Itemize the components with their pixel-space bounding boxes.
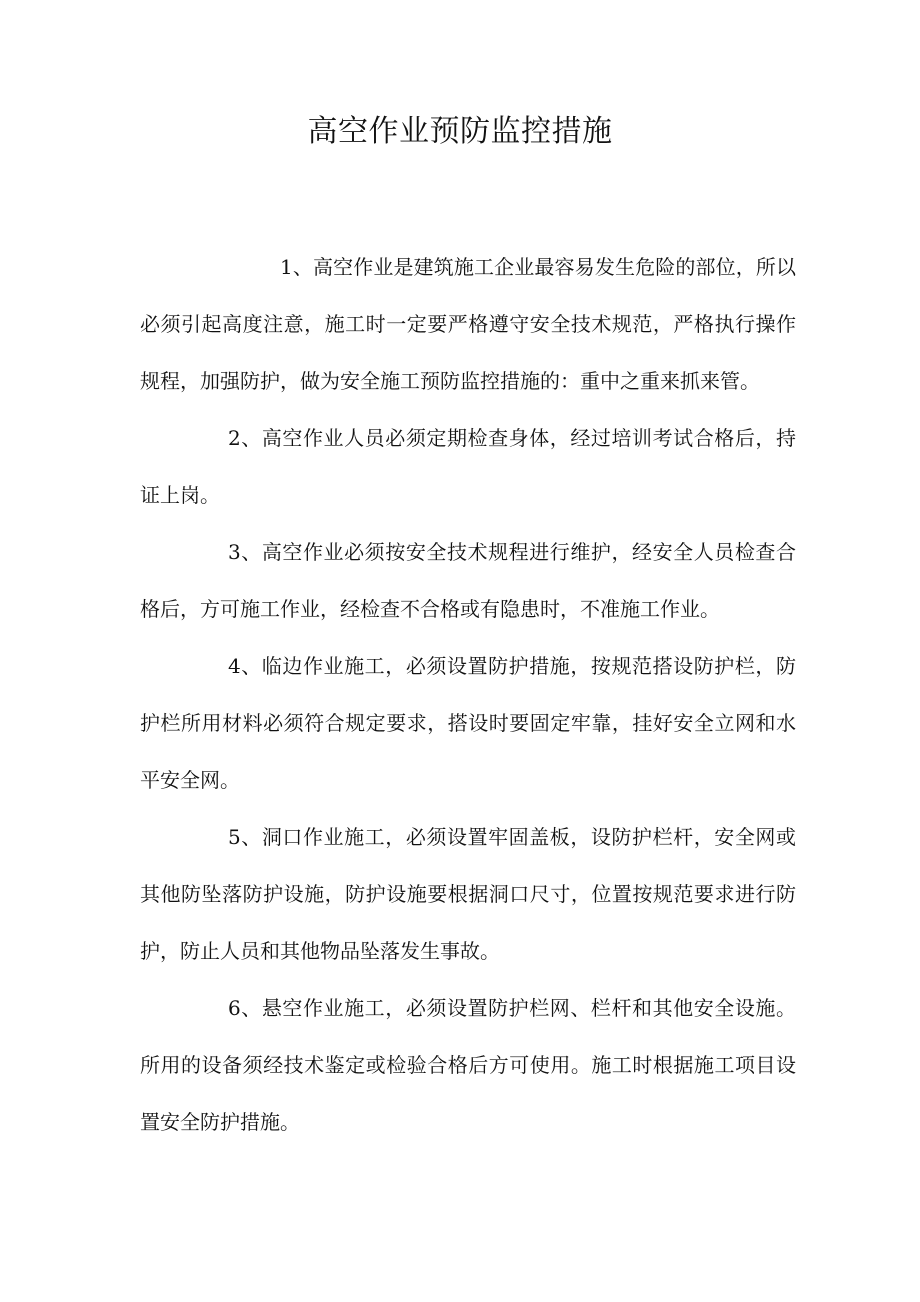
- document-body: [140, 239, 796, 1151]
- paragraph-4: 4、临边作业施工，必须设置防护措施，按规范搭设防护栏，防护栏所用材料必须符合规定要求，搭设时要固定牢靠，挂好安全立网和水平安全网。: [140, 654, 796, 792]
- paragraph-6: 6、悬空作业施工，必须设置防护栏网、栏杆和其他安全设施。所用的设备须经技术鉴定或检验合格后方可使用。施工时根据施工项目设置安全防护措施。: [140, 996, 796, 1134]
- document-title: 高空作业预防监控措施: [307, 114, 613, 149]
- paragraph-5: 5、洞口作业施工，必须设置牢固盖板，设防护栏杆，安全网或其他防坠落防护设施，防护设施要根据洞口尺寸，位置按规范要求进行防护，防止人员和其他物品坠落发生事故。: [140, 825, 796, 963]
- paragraph-3: 3、高空作业必须按安全技术规程进行维护，经安全人员检查合格后，方可施工作业，经检查不合格或有隐患时，不准施工作业。: [140, 540, 796, 621]
- paragraph-1: 1、高空作业是建筑施工企业最容易发生危险的部位，所以必须引起高度注意，施工时一定要严格遵守安全技术规范，严格执行操作规程，加强防护，做为安全施工预防监控措施的：重中之重来抓来管。: [140, 255, 796, 393]
- paragraph-2: 2、高空作业人员必须定期检查身体，经过培训考试合格后，持证上岗。: [140, 426, 796, 507]
